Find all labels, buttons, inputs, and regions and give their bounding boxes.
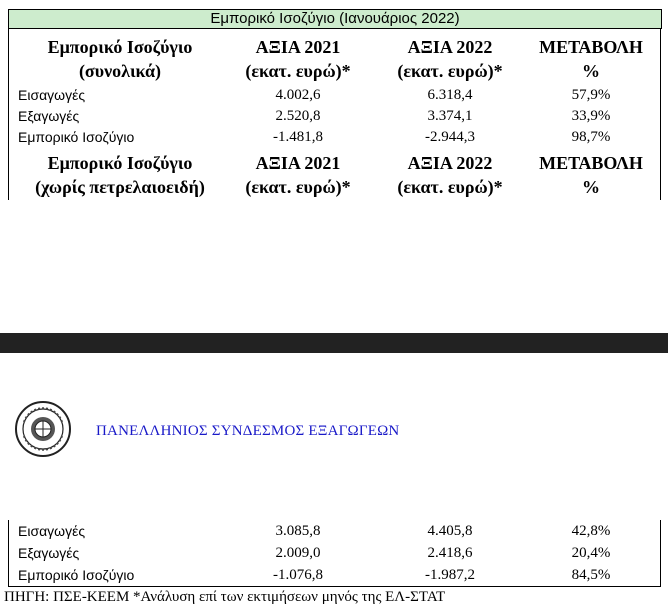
row-label: Εμπορικό Ισοζύγιο [18,567,135,583]
header-line: ΜΕΤΑΒΟΛΗ [539,37,643,57]
row-label: Εξαγωγές [18,545,80,561]
value-2022: 2.418,6 [427,545,473,561]
table-title: Εμπορικό Ισοζύγιο (Ιανουάριος 2022) [8,9,662,29]
header-line: % [582,61,600,81]
value-2021: -1.076,8 [273,567,323,583]
table-row [0,84,668,106]
table1-header-change [522,35,660,83]
header-line: ΑΞΙΑ 2022 [407,37,493,57]
table2-header-change [522,151,660,199]
header-line: ΑΞΙΑ 2021 [255,153,341,173]
table2-header-2022 [384,151,516,199]
value-2021: 2.520,8 [275,108,321,124]
table-row [0,126,668,148]
header-line: (εκατ. ευρώ)* [397,177,503,197]
value-2021: 3.085,8 [275,523,321,539]
header-line: ΜΕΤΑΒΟΛΗ [539,153,643,173]
header-line: (εκατ. ευρώ)* [397,61,503,81]
value-2021: 2.009,0 [275,545,321,561]
header-line: Εμπορικό Ισοζύγιο [47,37,193,57]
value-change: 98,7% [571,129,611,145]
table-row [0,542,668,564]
header-line: ΑΞΙΑ 2022 [407,153,493,173]
value-change: 42,8% [571,523,611,539]
table1-header-2022 [384,35,516,83]
table2-header-2021 [232,151,364,199]
value-2022: 3.374,1 [427,108,473,124]
header-line: (συνολικά) [78,61,162,81]
row-label: Εισαγωγές [18,523,86,539]
row-label: Εξαγωγές [18,108,80,124]
row-label: Εισαγωγές [18,87,86,103]
source-note: ΠΗΓΗ: ΠΣΕ-ΚΕΕΜ *Ανάλυση επί των εκτιμήσεων μηνός της ΕΛ-ΣΤΑΤ [4,589,446,605]
value-2022: 4.405,8 [427,523,473,539]
table-row [0,564,668,586]
value-2021: -1.481,8 [273,129,323,145]
table-row [0,105,668,127]
value-change: 57,9% [571,87,611,103]
value-2022: -2.944,3 [425,129,475,145]
header-line: (εκατ. ευρώ)* [245,177,351,197]
value-change: 20,4% [571,545,611,561]
header-line: (χωρίς πετρελαιοειδή) [35,177,205,197]
table1-header-2021 [232,35,364,83]
seal-logo-icon [14,400,72,458]
table-bottom-border [8,586,661,587]
organization-name: ΠΑΝΕΛΛΗΝΙΟΣ ΣΥΝΔΕΣΜΟΣ ΕΞΑΓΩΓΕΩΝ [96,423,400,439]
row-label: Εμπορικό Ισοζύγιο [18,129,135,145]
value-2021: 4.002,6 [275,87,321,103]
header-line: % [582,177,600,197]
value-2022: -1.987,2 [425,567,475,583]
table1-header-label [10,35,230,83]
header-line: Εμπορικό Ισοζύγιο [47,153,193,173]
header-line: ΑΞΙΑ 2021 [255,37,341,57]
value-change: 33,9% [571,108,611,124]
table2-header-label [10,151,230,199]
value-change: 84,5% [571,567,611,583]
table-row [0,520,668,542]
header-line: (εκατ. ευρώ)* [245,61,351,81]
value-2022: 6.318,4 [427,87,473,103]
page-divider-bar [0,333,668,353]
